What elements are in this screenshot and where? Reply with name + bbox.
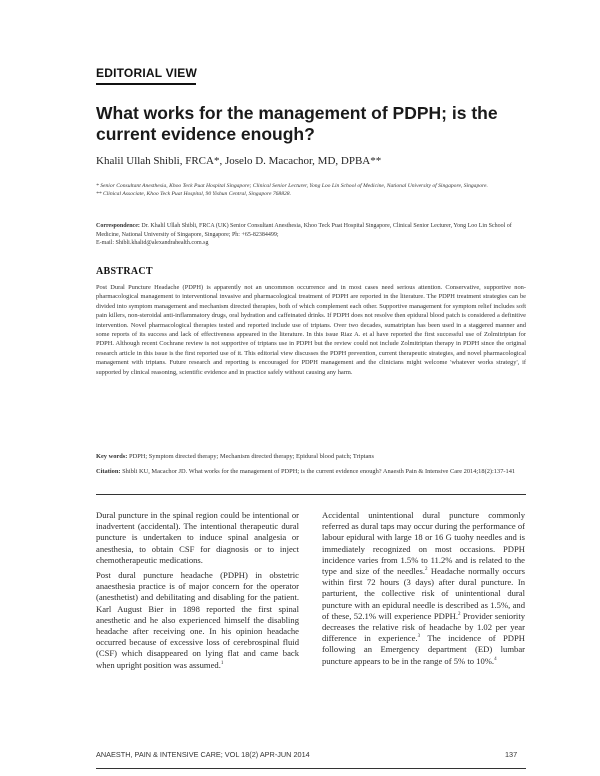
author-list: Khalil Ullah Shibli, FRCA*, Joselo D. Macachor, MD, DPBA** <box>96 155 382 167</box>
body-column-left <box>96 510 299 675</box>
article-title: What works for the management of PDPH; is the current evidence enough? <box>96 103 498 144</box>
page-number: 137 <box>505 750 518 759</box>
abstract-heading: ABSTRACT <box>96 266 153 277</box>
affiliations <box>96 182 526 198</box>
citation-text: Shibli KU, Macachor JD. What works for the management of PDPH; is the current evidence enough? Anaesth Pain & Intensive Care 2014;18(2):137-141 <box>122 468 516 475</box>
citation <box>96 467 526 476</box>
body-paragraph: Post dural puncture headache (PDPH) in obstetric anaesthesia practice is of major concern for the operator (anesthetist) and debilitating and disabling for the patient. Karl August Bier in 1898 reported the first spinal anesthetic and he also experienced himself the disabling headache after receiving one. In his opinion headache occurred because of excessive loss of cerebrospinal fluid (CSF) which disappeared on lying flat and came back when upright position was assumed.$^1$ <box>96 570 299 670</box>
affiliation-2: ** Clinical Associate, Khoo Teck Puat Hospital, 90 Yishun Central, Singapore 768828. <box>96 191 292 197</box>
reference-marker[interactable]: 2 <box>457 611 461 617</box>
section-label: EDITORIAL VIEW <box>96 66 198 80</box>
keywords-text: PDPH; Symptom directed therapy; Mechanism directed therapy; Epidural blood patch; Triptans <box>129 453 374 460</box>
body-paragraph: Accidental unintentional dural puncture commonly referred as dural taps may occur during the performance of labour epidural with large 18 or 16 G tuohy needles and is immediately recognized on most occasions. PDPH incidence varies from 1.5% to 11.2% and is related to the type and size of the needles.$^2$ Headache normally occurs within first 72 hours (3 days) after dural puncture. In parturient, the collective risk of unintentional dural puncture with an epidural needle is described as 1.5%, and of these, 52.1% will experience PDPH.$^2$ Provider seniority decreases the relative risk of headache by 1.02 per year difference in experience.$^3$ The incidence of PDPH following an Emergency department (ED) lumbar puncture appears to be in the range of 5% to 10%.$^4$ <box>322 510 525 666</box>
correspondence-label: Correspondence: <box>96 223 140 229</box>
body-paragraph: Dural puncture in the spinal region could be intentional or inadvertent (accidental). The intentional therapeutic dural puncture is undertaken to induce spinal analgesia or anesthesia, to obtain CSF for diagnosis or to inject chemotherapeutic medications. <box>96 510 299 565</box>
correspondence <box>96 222 526 248</box>
keywords <box>96 452 526 461</box>
reference-marker[interactable]: 4 <box>494 656 497 662</box>
footer-rule <box>96 768 526 769</box>
correspondence-email[interactable]: E-mail: Shibli.khalid@alexandrahealth.com.sg <box>96 240 209 246</box>
correspondence-text: Dr. Khalil Ullah Shibli, FRCA (UK) Senior Consultant Anesthesia, Khoo Teck Puat Hospital Singapore, Clinical Senior Lecturer, Yong Loo Lin School of Medicine, National University of Singapore, Singapore; Ph: +65-82384499; <box>96 223 512 238</box>
abstract-body: Post Dural Puncture Headache (PDPH) is apparently not an uncommon occurrence and in most cases need serious attention. Conservative, supportive non-pharmacological management to interventional invasive and pharmacological treatment of PDPH are reported in the literature. The PDPH treatment strategies can be divided into symptom management and mechanism directed therapies, both of which complement each other. Supportive management for symptom relief includes soft pain killers, non-steroidal anti-inflammatory drugs, oral hydration and caffeinated drinks. If PDPH does not resolve then epidural blood patch is considered a definitive intervention. Novel pharmacological therapies tested and reported include use of triptans. Over two decades, sumatriptan has been used in a staggered manner and some reports of its success and lack of effectiveness appeared in the literature. In this issue Riaz A. et al have reported the first successful use of Zolmitriptan for PDPH. Although recent Cochrane review is not supportive of triptans use in PDPH but the review could not include Zolmitriptan therapy in PDPH since the original research article in this issue is the first reported use of it. This editorial view discusses the PDPH prevention, current therapeutic strategies, and novel pharmacological management with triptans. Future research and reporting is encouraged for PDPH management and the clinicians might welcome 'whatever works strategy', if supported by clinical reasoning, scientific evidence and in practice safely without causing any harm. <box>96 284 526 376</box>
reference-marker[interactable]: 3 <box>417 634 421 640</box>
section-underline <box>96 83 196 85</box>
reference-marker[interactable]: 2 <box>425 567 428 573</box>
keywords-label: Key words: <box>96 453 128 460</box>
abstract-divider <box>96 494 526 495</box>
body-column-right <box>322 510 525 671</box>
footer-journal: ANAESTH, PAIN & INTENSIVE CARE; VOL 18(2) APR-JUN 2014 <box>96 750 310 759</box>
reference-marker[interactable]: 1 <box>220 660 224 666</box>
citation-label: Citation: <box>96 468 121 475</box>
affiliation-1: * Senior Consultant Anesthesia, Khoo Teck Puat Hospital Singapore; Clinical Senior Lecturer, Yong Loo Lin School of Medicine, National University of Singapore, Singapore. <box>96 183 488 189</box>
